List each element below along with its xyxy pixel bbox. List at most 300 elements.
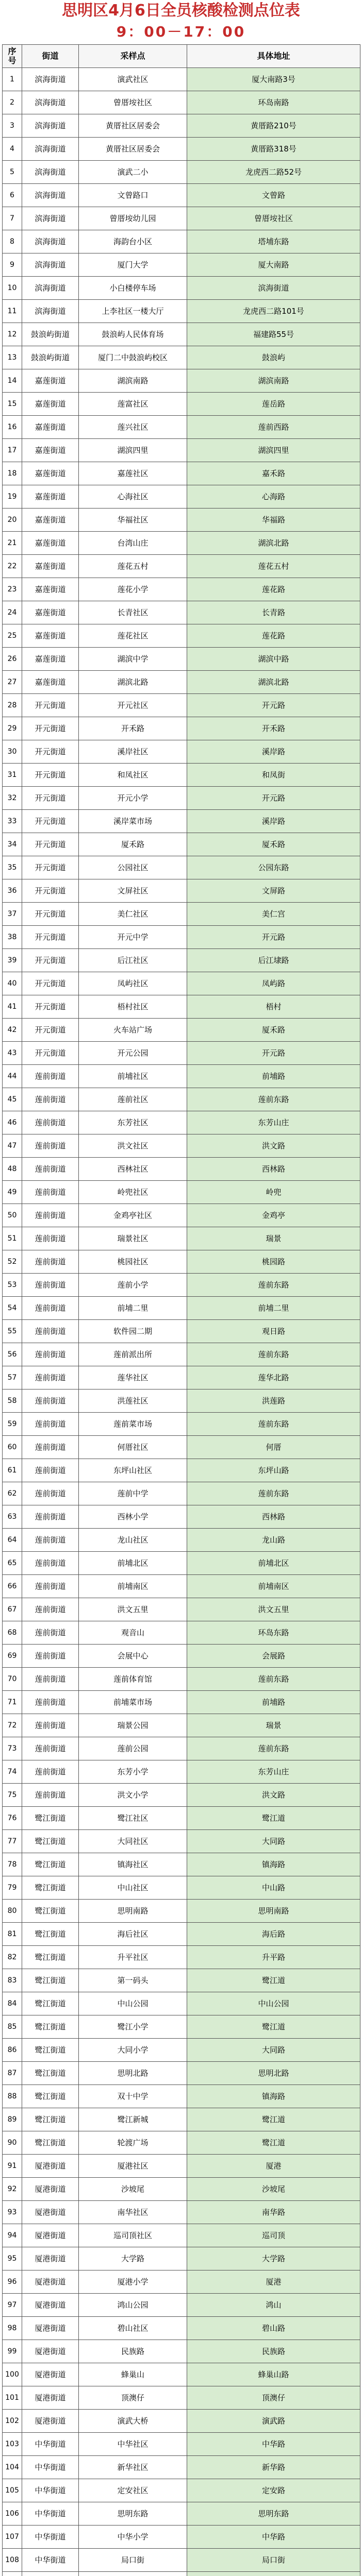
row-street: 滨海街道 — [22, 207, 79, 230]
row-street: 鹭江街道 — [22, 1946, 79, 1969]
row-site: 前埔南区 — [79, 1575, 187, 1598]
table-row — [3, 2062, 360, 2085]
table-header-row — [3, 45, 360, 68]
table-row — [3, 1413, 360, 1436]
row-index: 1 — [3, 68, 22, 91]
table-row — [3, 1274, 360, 1297]
table-row — [3, 439, 360, 462]
row-street: 莲前街道 — [22, 1181, 79, 1204]
row-street: 鹭江街道 — [22, 2062, 79, 2085]
row-address — [187, 2572, 360, 2576]
table-row — [3, 393, 360, 416]
row-street: 厦港街道 — [22, 2386, 79, 2410]
row-index: 41 — [3, 995, 22, 1019]
row-street: 鹭江街道 — [22, 1830, 79, 1853]
row-street: 鹭江街道 — [22, 1923, 79, 1946]
table-row — [3, 253, 360, 277]
row-index: 33 — [3, 810, 22, 833]
row-address: 龙虎西二路101号 — [187, 300, 360, 323]
row-street: 滨海街道 — [22, 114, 79, 138]
row-address: 凤屿路 — [187, 972, 360, 995]
row-index: 42 — [3, 1019, 22, 1042]
row-address: 鹭江道 — [187, 2108, 360, 2131]
row-index: 46 — [3, 1111, 22, 1134]
row-index: 106 — [3, 2502, 22, 2526]
row-index: 32 — [3, 787, 22, 810]
row-street: 莲前街道 — [22, 1436, 79, 1459]
row-index: 6 — [3, 184, 22, 207]
row-address: 华福路 — [187, 509, 360, 532]
table-row — [3, 1969, 360, 1992]
row-index: 78 — [3, 1853, 22, 1876]
row-address: 厦大南路 — [187, 253, 360, 277]
row-index: 90 — [3, 2131, 22, 2155]
row-site: 莲前小学 — [79, 1274, 187, 1297]
table-row — [3, 2386, 360, 2410]
row-street: 厦港街道 — [22, 2363, 79, 2386]
row-address: 黄厝路318号 — [187, 138, 360, 161]
row-site: 凤屿社区 — [79, 972, 187, 995]
table-row — [3, 277, 360, 300]
row-site: 莲前中学 — [79, 1482, 187, 1505]
row-street: 鹭江街道 — [22, 2131, 79, 2155]
row-index — [3, 2572, 22, 2576]
column-header-street: 街道 — [22, 45, 79, 68]
table-row — [3, 68, 360, 91]
row-index: 37 — [3, 903, 22, 926]
column-header-address: 具体地址 — [187, 45, 360, 68]
row-address: 莲前东路 — [187, 1274, 360, 1297]
row-street: 嘉莲街道 — [22, 578, 79, 601]
row-site: 演武社区 — [79, 68, 187, 91]
row-address: 鹭江道 — [187, 2015, 360, 2039]
row-address: 湖滨四里 — [187, 439, 360, 462]
row-street: 开元街道 — [22, 717, 79, 740]
row-street: 开元街道 — [22, 787, 79, 810]
row-index: 3 — [3, 114, 22, 138]
row-address: 前埔二里 — [187, 1297, 360, 1320]
row-site: 小白楼停车场 — [79, 277, 187, 300]
row-address: 海后路 — [187, 1923, 360, 1946]
table-row — [3, 624, 360, 648]
row-index: 50 — [3, 1204, 22, 1227]
row-address: 蜂巢山路 — [187, 2363, 360, 2386]
row-site: 东坪山社区 — [79, 1459, 187, 1482]
row-street: 中华街道 — [22, 2456, 79, 2479]
row-index: 73 — [3, 1737, 22, 1760]
row-index: 24 — [3, 601, 22, 624]
row-site: 会展中心 — [79, 1645, 187, 1668]
table-row — [3, 2039, 360, 2062]
row-index: 49 — [3, 1181, 22, 1204]
row-site: 大同社区 — [79, 1830, 187, 1853]
row-street: 嘉莲街道 — [22, 555, 79, 578]
table-row — [3, 1366, 360, 1389]
row-address: 开元路 — [187, 1042, 360, 1065]
row-index: 25 — [3, 624, 22, 648]
row-site: 轮渡广场 — [79, 2131, 187, 2155]
row-site: 莲前社区 — [79, 1088, 187, 1111]
row-street: 厦港街道 — [22, 2410, 79, 2433]
row-index: 105 — [3, 2479, 22, 2502]
row-address: 碧山路 — [187, 2317, 360, 2340]
row-index: 108 — [3, 2549, 22, 2572]
table-row — [3, 1621, 360, 1645]
table-row — [3, 949, 360, 972]
row-street: 开元街道 — [22, 1019, 79, 1042]
row-site: 双十中学 — [79, 2085, 187, 2108]
row-index: 64 — [3, 1529, 22, 1552]
row-address: 莲前东路 — [187, 1668, 360, 1691]
row-index: 84 — [3, 1992, 22, 2015]
row-address: 厦港 — [187, 2155, 360, 2178]
table-row — [3, 1760, 360, 1784]
row-site: 新华社区 — [79, 2456, 187, 2479]
row-street: 莲前街道 — [22, 1714, 79, 1737]
table-row — [3, 1042, 360, 1065]
table-row — [3, 764, 360, 787]
row-site: 大学路 — [79, 2247, 187, 2270]
table-row — [3, 879, 360, 903]
row-street: 嘉莲街道 — [22, 485, 79, 509]
row-address: 厦港 — [187, 2270, 360, 2294]
row-site: 碧山社区 — [79, 2317, 187, 2340]
row-address: 美仁宫 — [187, 903, 360, 926]
row-site: 莲兴社区 — [79, 416, 187, 439]
row-index: 57 — [3, 1366, 22, 1389]
table-row — [3, 300, 360, 323]
row-street: 莲前街道 — [22, 1250, 79, 1274]
row-site: 开禾路 — [79, 717, 187, 740]
row-address: 心海路 — [187, 485, 360, 509]
row-site: 梧村社区 — [79, 995, 187, 1019]
row-index: 92 — [3, 2178, 22, 2201]
row-index: 71 — [3, 1691, 22, 1714]
table-row — [3, 1482, 360, 1505]
table-row — [3, 995, 360, 1019]
table-row — [3, 2178, 360, 2201]
row-address: 洪文路 — [187, 1784, 360, 1807]
table-row — [3, 1946, 360, 1969]
row-street: 滨海街道 — [22, 300, 79, 323]
row-street: 开元街道 — [22, 810, 79, 833]
row-site: 顶澳仔 — [79, 2386, 187, 2410]
row-index: 34 — [3, 833, 22, 856]
row-site: 前埔二里 — [79, 1297, 187, 1320]
row-address: 环岛南路 — [187, 91, 360, 114]
row-index: 55 — [3, 1320, 22, 1343]
row-site: 文屏社区 — [79, 879, 187, 903]
table-row — [3, 2572, 360, 2576]
row-street: 莲前街道 — [22, 1459, 79, 1482]
row-address: 南华路 — [187, 2201, 360, 2224]
row-site: 洪文五里 — [79, 1598, 187, 1621]
row-street: 开元街道 — [22, 972, 79, 995]
row-index: 8 — [3, 230, 22, 253]
row-address: 中山公园 — [187, 1992, 360, 2015]
table-row — [3, 1992, 360, 2015]
row-index: 102 — [3, 2410, 22, 2433]
row-site: 升平社区 — [79, 1946, 187, 1969]
row-street: 莲前街道 — [22, 1158, 79, 1181]
table-row — [3, 1134, 360, 1158]
row-street: 莲前街道 — [22, 1645, 79, 1668]
row-index: 28 — [3, 694, 22, 717]
row-street: 鼓浪屿街道 — [22, 346, 79, 369]
row-index: 9 — [3, 253, 22, 277]
row-index: 10 — [3, 277, 22, 300]
row-site: 洪文小学 — [79, 1784, 187, 1807]
table-row — [3, 1529, 360, 1552]
row-address: 局口街 — [187, 2549, 360, 2572]
row-site: 海韵台小区 — [79, 230, 187, 253]
row-site: 曾厝垵社区 — [79, 91, 187, 114]
row-address: 岭兜 — [187, 1181, 360, 1204]
row-index: 107 — [3, 2526, 22, 2549]
table-row — [3, 2549, 360, 2572]
row-street: 鹭江街道 — [22, 1807, 79, 1830]
row-address: 龙虎西二路52号 — [187, 161, 360, 184]
row-address: 厦大南路3号 — [187, 68, 360, 91]
row-street: 厦港街道 — [22, 2270, 79, 2294]
row-index: 67 — [3, 1598, 22, 1621]
row-site: 开元中学 — [79, 926, 187, 949]
row-street: 嘉莲街道 — [22, 509, 79, 532]
row-index: 44 — [3, 1065, 22, 1088]
row-address: 莲前东路 — [187, 1343, 360, 1366]
row-index: 36 — [3, 879, 22, 903]
table-row — [3, 462, 360, 485]
row-address: 莲前东路 — [187, 1737, 360, 1760]
row-index: 101 — [3, 2386, 22, 2410]
table-row — [3, 787, 360, 810]
table-row — [3, 416, 360, 439]
row-index: 100 — [3, 2363, 22, 2386]
row-address: 溪岸路 — [187, 740, 360, 764]
table-row — [3, 2247, 360, 2270]
row-index: 22 — [3, 555, 22, 578]
row-street: 莲前街道 — [22, 1691, 79, 1714]
row-site: 南华社区 — [79, 2201, 187, 2224]
row-site: 岭兜社区 — [79, 1181, 187, 1204]
row-index: 26 — [3, 648, 22, 671]
table-row — [3, 509, 360, 532]
row-index: 12 — [3, 323, 22, 346]
row-index: 86 — [3, 2039, 22, 2062]
row-index: 70 — [3, 1668, 22, 1691]
row-site: 心海社区 — [79, 485, 187, 509]
row-index: 30 — [3, 740, 22, 764]
row-index: 19 — [3, 485, 22, 509]
table-row — [3, 555, 360, 578]
row-site: 莲花小学 — [79, 578, 187, 601]
row-street — [22, 2572, 79, 2576]
row-address: 金鸡亭 — [187, 1204, 360, 1227]
table-row — [3, 1389, 360, 1413]
row-address: 思明南路 — [187, 1900, 360, 1923]
row-address: 和凤街 — [187, 764, 360, 787]
row-site: 第一码头 — [79, 1969, 187, 1992]
row-address: 嘉禾路 — [187, 462, 360, 485]
row-site: 前埔菜市场 — [79, 1691, 187, 1714]
row-index: 35 — [3, 856, 22, 879]
row-street: 莲前街道 — [22, 1598, 79, 1621]
row-street: 嘉莲街道 — [22, 601, 79, 624]
row-street: 开元街道 — [22, 694, 79, 717]
row-street: 开元街道 — [22, 1042, 79, 1065]
row-address: 思明东路 — [187, 2502, 360, 2526]
row-address: 西林路 — [187, 1158, 360, 1181]
row-street: 开元街道 — [22, 740, 79, 764]
row-site: 何厝社区 — [79, 1436, 187, 1459]
row-address: 演武路 — [187, 2410, 360, 2433]
row-site: 莲花五村 — [79, 555, 187, 578]
row-site: 湖滨北路 — [79, 671, 187, 694]
row-site: 上李社区一楼大厅 — [79, 300, 187, 323]
table-row — [3, 1645, 360, 1668]
row-index: 43 — [3, 1042, 22, 1065]
table-row — [3, 648, 360, 671]
table-row — [3, 1250, 360, 1274]
row-index: 81 — [3, 1923, 22, 1946]
row-street: 开元街道 — [22, 879, 79, 903]
row-index: 11 — [3, 300, 22, 323]
row-street: 厦港街道 — [22, 2224, 79, 2247]
table-row — [3, 1459, 360, 1482]
row-street: 滨海街道 — [22, 68, 79, 91]
row-address: 鹭江道 — [187, 1807, 360, 1830]
row-address: 民族路 — [187, 2340, 360, 2363]
row-address: 滨海街道 — [187, 277, 360, 300]
row-index: 2 — [3, 91, 22, 114]
row-index: 52 — [3, 1250, 22, 1274]
table-row — [3, 1505, 360, 1529]
row-address: 桃园路 — [187, 1250, 360, 1274]
row-site: 沙坡尾 — [79, 2178, 187, 2201]
row-street: 莲前街道 — [22, 1737, 79, 1760]
row-address: 鹭江道 — [187, 1969, 360, 1992]
row-index: 85 — [3, 2015, 22, 2039]
table-row — [3, 694, 360, 717]
row-index: 27 — [3, 671, 22, 694]
row-site: 湖滨四里 — [79, 439, 187, 462]
row-site: 思明南路 — [79, 1900, 187, 1923]
row-site: 湖滨中学 — [79, 648, 187, 671]
row-street: 厦港街道 — [22, 2294, 79, 2317]
row-index: 4 — [3, 138, 22, 161]
table-row — [3, 1737, 360, 1760]
table-row — [3, 1598, 360, 1621]
row-address: 莲花五村 — [187, 555, 360, 578]
table-row — [3, 2131, 360, 2155]
row-site: 蜂巢山 — [79, 2363, 187, 2386]
row-address: 会展路 — [187, 1645, 360, 1668]
row-index: 91 — [3, 2155, 22, 2178]
row-street: 莲前街道 — [22, 1621, 79, 1645]
row-site: 软件园二期 — [79, 1320, 187, 1343]
row-index: 47 — [3, 1134, 22, 1158]
row-street: 滨海街道 — [22, 138, 79, 161]
row-site: 火车站广场 — [79, 1019, 187, 1042]
row-site: 鼓浪屿人民体育场 — [79, 323, 187, 346]
row-site: 厦港小学 — [79, 2270, 187, 2294]
row-street: 嘉莲街道 — [22, 532, 79, 555]
row-index: 17 — [3, 439, 22, 462]
row-street: 嘉莲街道 — [22, 416, 79, 439]
row-address: 思明北路 — [187, 2062, 360, 2085]
title-block — [0, 0, 362, 43]
row-street: 开元街道 — [22, 833, 79, 856]
table-row — [3, 926, 360, 949]
table-row — [3, 717, 360, 740]
row-site: 瑞景公园 — [79, 1714, 187, 1737]
row-site: 厦港社区 — [79, 2155, 187, 2178]
table-row — [3, 2317, 360, 2340]
row-site: 桃园社区 — [79, 1250, 187, 1274]
table-row — [3, 1436, 360, 1459]
row-site: 思明北路 — [79, 2062, 187, 2085]
row-street: 莲前街道 — [22, 1760, 79, 1784]
row-site: 后江社区 — [79, 949, 187, 972]
row-index: 69 — [3, 1645, 22, 1668]
row-site: 莲前体育馆 — [79, 1668, 187, 1691]
row-street: 厦港街道 — [22, 2247, 79, 2270]
row-site: 局口街 — [79, 2549, 187, 2572]
row-index: 89 — [3, 2108, 22, 2131]
row-index: 18 — [3, 462, 22, 485]
row-street: 嘉莲街道 — [22, 648, 79, 671]
row-index: 5 — [3, 161, 22, 184]
row-address: 溪岸路 — [187, 810, 360, 833]
table-row — [3, 207, 360, 230]
row-site: 巡司顶社区 — [79, 2224, 187, 2247]
row-address: 湖滨南路 — [187, 369, 360, 393]
row-site: 海后社区 — [79, 1923, 187, 1946]
row-index: 56 — [3, 1343, 22, 1366]
row-address: 鼓浪屿 — [187, 346, 360, 369]
row-address: 沙坡尾 — [187, 2178, 360, 2201]
row-index: 51 — [3, 1227, 22, 1250]
table-row — [3, 2015, 360, 2039]
row-site: 民族路 — [79, 2340, 187, 2363]
row-address: 中华路 — [187, 2433, 360, 2456]
row-index: 68 — [3, 1621, 22, 1645]
row-address: 莲华北路 — [187, 1366, 360, 1389]
table-body — [3, 68, 360, 2576]
row-address: 莲岳路 — [187, 393, 360, 416]
row-street: 鹭江街道 — [22, 1876, 79, 1900]
row-site: 西林社区 — [79, 1158, 187, 1181]
row-site: 莲富社区 — [79, 393, 187, 416]
row-street: 嘉莲街道 — [22, 462, 79, 485]
row-address: 大学路 — [187, 2247, 360, 2270]
table-row — [3, 2201, 360, 2224]
table-row — [3, 1575, 360, 1598]
row-index: 13 — [3, 346, 22, 369]
row-street: 莲前街道 — [22, 1389, 79, 1413]
table-row — [3, 184, 360, 207]
column-header-site: 采样点 — [79, 45, 187, 68]
table-row — [3, 2502, 360, 2526]
row-street: 莲前街道 — [22, 1575, 79, 1598]
row-address: 龙山路 — [187, 1529, 360, 1552]
row-index: 66 — [3, 1575, 22, 1598]
row-street: 鹭江街道 — [22, 2085, 79, 2108]
row-site: 美仁社区 — [79, 903, 187, 926]
row-index: 29 — [3, 717, 22, 740]
row-index: 7 — [3, 207, 22, 230]
row-site: 开元公园 — [79, 1042, 187, 1065]
